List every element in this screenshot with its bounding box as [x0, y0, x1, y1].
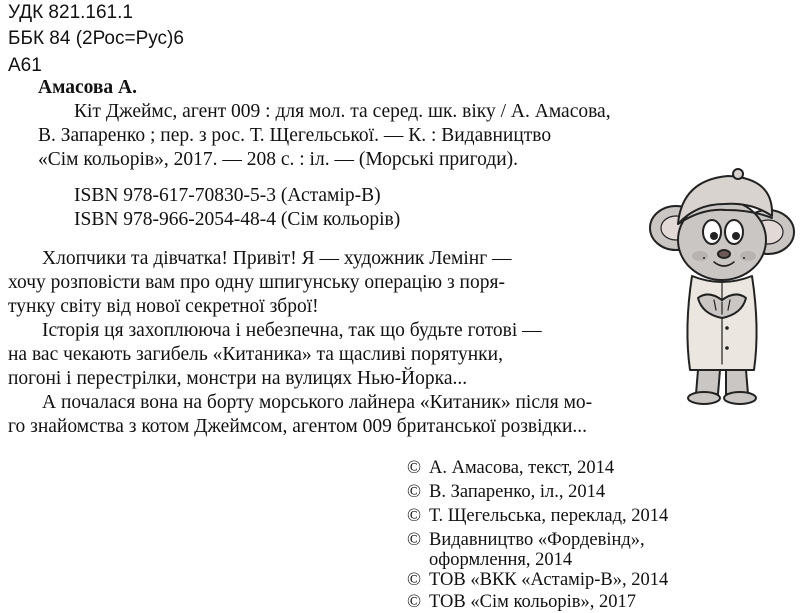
copyright-icon: ©	[407, 530, 422, 550]
annotation-line: погоні і перестрілки, монстри на вулицях Нью-Йорка...	[8, 368, 468, 389]
udk-code: УДК 821.161.1	[8, 2, 133, 23]
copyright-line: © А. Амасова, текст, 2014	[407, 458, 615, 478]
annotation-line: на вас чекають загибель «Китаника» та щасливі порятунки,	[8, 344, 503, 365]
annotation-line: го знайомства з котом Джеймсом, агентом 009 британської розвідки...	[8, 416, 588, 437]
annotation-line: хочу розповісти вам про одну шпигунську операцію з поря-	[8, 272, 505, 293]
isbn-line: ISBN 978-966-2054-48-4 (Сім кольорів)	[74, 209, 401, 230]
copyright-line-continuation: оформлення, 2014	[429, 550, 573, 570]
author-sign-code: А61	[8, 55, 42, 76]
copyright-line: © ТОВ «ВКК «Астамір-В», 2014	[407, 570, 669, 590]
bbk-code: ББК 84 (2Рос=Рус)6	[8, 28, 184, 49]
copyright-icon: ©	[407, 506, 422, 526]
copyright-icon: ©	[407, 482, 422, 502]
copyright-icon: ©	[407, 458, 422, 478]
bibliographic-line: «Сім кольорів», 2017. — 208 с. : іл. — (Морські пригоди).	[38, 149, 519, 170]
bibliographic-line: Кіт Джеймс, агент 009 : для мол. та серед. шк. віку / А. Амасова,	[74, 101, 611, 122]
lemming-artist-icon	[648, 158, 798, 408]
annotation-line: тунку світу від нової секретної зброї!	[8, 296, 319, 317]
copyright-line: © ТОВ «Сім кольорів», 2017	[407, 592, 637, 612]
bibliographic-line: В. Запаренко ; пер. з рос. Т. Щегельської. — К. : Видавництво	[38, 125, 552, 146]
isbn-line: ISBN 978-617-70830-5-3 (Астамір-В)	[74, 185, 381, 206]
annotation-line: Хлопчики та дівчатка! Привіт! Я — художник Лемінг —	[42, 248, 512, 269]
annotation-line: А почалася вона на борту морського лайнера «Китаник» після мо-	[42, 392, 593, 413]
copyright-line: © Видавництво «Фордевінд»,	[407, 530, 645, 550]
author-heading: Амасова А.	[38, 77, 138, 98]
copyright-line: © Т. Щегельська, переклад, 2014	[407, 506, 669, 526]
copyright-icon: ©	[407, 570, 422, 590]
copyright-icon: ©	[407, 592, 422, 612]
copyright-line: © В. Запаренко, іл., 2014	[407, 482, 606, 502]
annotation-line: Історія ця захоплююча і небезпечна, так що будьте готові —	[42, 320, 542, 341]
